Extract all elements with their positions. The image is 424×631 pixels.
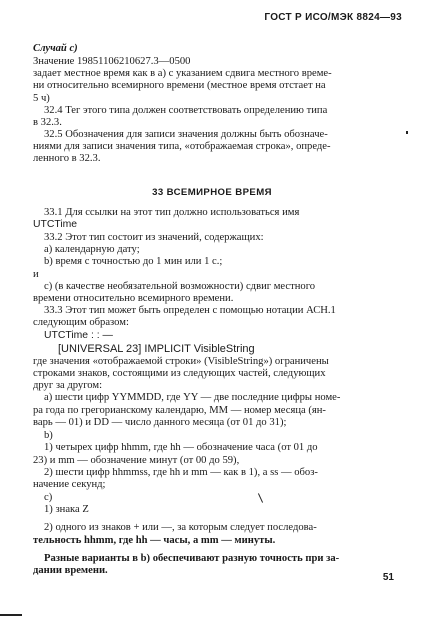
text-line: друг за другом:: [33, 380, 103, 391]
text-line: [UNIVERSAL 23] IMPLICIT VisibleString: [58, 343, 255, 355]
scan-speck: [406, 131, 408, 134]
text-line: ленного в 32.3.: [33, 153, 101, 164]
text-line: b) время с точностью до 1 мин или 1 с.;: [44, 256, 223, 267]
text-line: 33.3 Этот тип может быть определен с помощью нотации АСН.1: [44, 305, 336, 316]
section-title: 33 ВСЕМИРНОЕ ВРЕМЯ: [152, 187, 272, 198]
text-line: UTCTime : : —: [44, 330, 113, 341]
text-line: 32.4 Тег этого типа должен соответствовать определению типа: [44, 105, 328, 116]
text-line: 5 ч): [33, 93, 50, 104]
case-title: Случай с): [33, 43, 78, 54]
text-line: начение секунд;: [33, 479, 106, 490]
text-line: Разные варианты в b) обеспечивают разную точность при за-: [44, 553, 340, 564]
text-line: UTCTime: [33, 219, 78, 230]
text-line: с) (в качестве необязательной возможности) сдвиг местного: [44, 281, 316, 292]
text-line: 33.2 Этот тип состоит из значений, содержащих:: [44, 232, 264, 243]
text-line: Значение 19851106210627.3—0500: [33, 56, 191, 67]
text-line: задает местное время как в а) с указанием сдвига местного време-: [33, 68, 332, 79]
text-line: 32.5 Обозначения для записи значения должны быть обозначе-: [44, 129, 328, 140]
text-line: с): [44, 492, 53, 503]
text-line: 23) и mm — обозначение минут (от 00 до 59),: [33, 455, 240, 466]
text-line: времени относительно всемирного времени.: [33, 293, 234, 304]
text-line: тельность hhmm, где hh — часы, a mm — минуты.: [33, 535, 276, 546]
text-line: а) календарную дату;: [44, 244, 140, 255]
text-line: в 32.3.: [33, 117, 62, 128]
text-line: 2) одного из знаков + или —, за которым следует последова-: [44, 522, 317, 533]
text-line: где значения «отображаемой строки» (VisibleString») ограничены: [33, 356, 329, 367]
text-line: а) шести цифр YYMMDD, где YY — две последние цифры номе-: [44, 392, 341, 403]
scan-speck: [0, 614, 22, 616]
document-header: ГОСТ Р ИСО/МЭК 8824—93: [264, 12, 402, 23]
text-line: 33.1 Для ссылки на этот тип должно использоваться имя: [44, 207, 300, 218]
text-line: и: [33, 269, 39, 280]
text-line: строками знаков, состоящими из следующих частей, следующих: [33, 368, 326, 379]
text-line: b): [44, 430, 53, 441]
text-line: ни относительно всемирного времени (местное время отстает на: [33, 80, 326, 91]
text-line: ра года по грегорианскому календарю, ММ — номер месяца (ян-: [33, 405, 326, 416]
text-line: варь — 01) и DD — число данного месяца (от 01 до 31);: [33, 417, 287, 428]
text-line: 1) четырех цифр hhmm, где hh — обозначение часа (от 01 до: [44, 442, 318, 453]
text-line: 1) знака Z: [44, 504, 89, 515]
page-number: 51: [382, 572, 394, 583]
text-line: ниями для записи значения типа, «отображаемая строка», опреде-: [33, 141, 331, 152]
text-line: дании времени.: [33, 565, 108, 576]
text-line: 2) шести цифр hhmmss, где hh и mm — как в 1), a ss — обоз-: [44, 467, 318, 478]
text-line: следующим образом:: [33, 317, 129, 328]
